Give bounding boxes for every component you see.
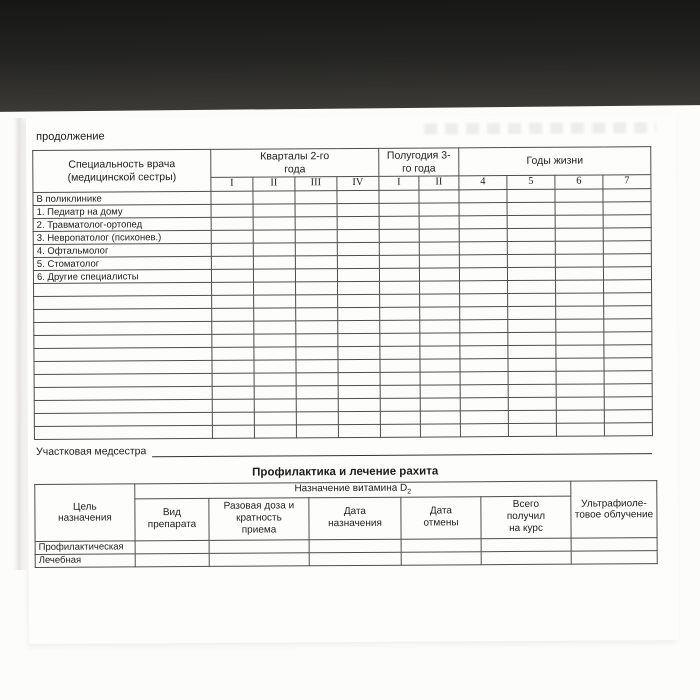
grid-cell <box>460 359 508 372</box>
row-label: 3. Невропатолог (психонев.) <box>33 230 211 244</box>
grid-cell <box>337 229 379 242</box>
grid-cell <box>420 385 460 398</box>
grid-cell <box>34 399 212 413</box>
grid-cell <box>556 371 604 384</box>
grid-cell <box>338 346 380 359</box>
grid-cell <box>460 398 508 411</box>
grid-cell <box>604 293 652 306</box>
photo-background-band <box>0 0 700 112</box>
grid-cell <box>419 216 459 229</box>
grid-cell <box>420 398 460 411</box>
grid-cell <box>604 410 652 423</box>
grid-cell <box>379 229 419 242</box>
halfyear-column-header: I <box>379 176 419 190</box>
grid-cell <box>380 281 420 294</box>
lifeyears-group-text: Годы жизни <box>526 155 584 168</box>
grid-cell <box>555 267 603 280</box>
vitamin-group-text: Назначение витамина D <box>294 482 408 495</box>
grid-cell <box>296 373 338 386</box>
row-label: 1. Педиатр на дому <box>33 204 211 218</box>
grid-cell <box>379 216 419 229</box>
grid-cell <box>556 384 604 397</box>
grid-cell <box>34 321 212 335</box>
grid-cell <box>254 373 296 386</box>
grid-cell <box>337 255 379 268</box>
empty-rows-section <box>34 280 653 440</box>
grid-cell <box>295 269 337 282</box>
grid-cell <box>604 280 652 293</box>
grid-cell <box>460 294 508 307</box>
grid-cell <box>211 256 253 269</box>
grid-cell <box>460 411 508 424</box>
district-nurse-line <box>36 442 652 458</box>
grid-cell <box>420 320 460 333</box>
row-label: Лечебная <box>35 554 135 568</box>
grid-cell <box>603 241 651 254</box>
uv-header-text: Ультрафиоле-товое облучение <box>574 498 654 521</box>
grid-cell <box>212 360 254 373</box>
uv-header-cell <box>571 481 657 538</box>
grid-cell <box>507 267 555 280</box>
grid-cell <box>555 254 603 267</box>
grid-cell <box>253 204 295 217</box>
grid-cell <box>295 217 337 230</box>
grid-cell <box>420 372 460 385</box>
column-header-total-course: Всего получил на курс <box>481 496 571 539</box>
grid-cell <box>212 295 254 308</box>
grid-cell <box>379 268 419 281</box>
grid-cell <box>338 307 380 320</box>
grid-cell <box>296 347 338 360</box>
grid-cell <box>211 191 253 204</box>
rickets-section-title: Профилактика и лечение рахита <box>252 465 439 479</box>
grid-cell <box>556 345 604 358</box>
quarter-column-header: II <box>253 177 295 191</box>
quarters-group-text: Кварталы 2-го года <box>260 150 330 175</box>
grid-cell <box>420 346 460 359</box>
lifeyear-column-header: 6 <box>555 175 603 189</box>
lifeyear-column-header: 5 <box>507 175 555 189</box>
grid-cell <box>380 372 420 385</box>
specialty-header-text: Специальность врача (медицинской сестры) <box>67 158 177 184</box>
grid-cell <box>507 228 555 241</box>
grid-cell <box>295 204 337 217</box>
grid-cell <box>34 386 212 400</box>
grid-cell <box>135 553 209 566</box>
grid-cell <box>460 281 508 294</box>
grid-cell <box>212 334 254 347</box>
row-label: 5. Стоматолог <box>33 256 211 270</box>
grid-cell <box>507 202 555 215</box>
grid-cell <box>254 321 296 334</box>
grid-cell <box>296 321 338 334</box>
bleed-through-artifact <box>424 122 656 134</box>
column-header-preparation: Вид препарата <box>135 498 209 540</box>
grid-cell <box>459 242 507 255</box>
nurse-label: Участковая медсестра <box>36 445 147 458</box>
grid-cell <box>338 294 380 307</box>
grid-cell <box>296 308 338 321</box>
grid-cell <box>508 371 556 384</box>
form-page <box>26 114 679 644</box>
grid-cell <box>401 551 481 564</box>
grid-cell <box>460 320 508 333</box>
grid-cell <box>460 346 508 359</box>
grid-cell <box>380 333 420 346</box>
grid-cell <box>420 307 460 320</box>
grid-cell <box>254 386 296 399</box>
grid-cell <box>380 411 420 424</box>
grid-cell <box>253 191 295 204</box>
column-header-date-assigned: Дата назначения <box>309 497 401 540</box>
grid-cell <box>556 397 604 410</box>
grid-cell <box>603 202 651 215</box>
grid-cell <box>34 360 212 374</box>
specialist-visits-table <box>32 146 653 440</box>
grid-cell <box>556 306 604 319</box>
grid-cell <box>254 347 296 360</box>
grid-cell <box>556 332 604 345</box>
grid-cell <box>254 399 296 412</box>
grid-cell <box>507 215 555 228</box>
grid-cell <box>507 241 555 254</box>
grid-cell <box>338 398 380 411</box>
grid-cell <box>459 268 507 281</box>
grid-cell <box>309 539 401 553</box>
grid-cell <box>555 202 603 215</box>
grid-cell <box>380 385 420 398</box>
grid-cell <box>211 269 253 282</box>
grid-cell <box>379 190 419 203</box>
grid-cell <box>380 424 420 437</box>
grid-cell <box>380 320 420 333</box>
grid-cell <box>556 280 604 293</box>
grid-cell <box>508 306 556 319</box>
grid-cell <box>296 425 338 438</box>
grid-cell <box>460 372 508 385</box>
grid-cell <box>603 267 651 280</box>
grid-cell <box>508 358 556 371</box>
grid-cell <box>254 360 296 373</box>
signature-line <box>152 442 652 457</box>
grid-cell <box>211 230 253 243</box>
grid-cell <box>556 358 604 371</box>
grid-cell <box>420 281 460 294</box>
grid-cell <box>556 423 604 436</box>
grid-cell <box>212 321 254 334</box>
grid-cell <box>420 294 460 307</box>
grid-cell <box>604 319 652 332</box>
grid-cell <box>508 397 556 410</box>
grid-cell <box>254 412 296 425</box>
grid-cell <box>459 190 507 203</box>
grid-cell <box>401 538 481 551</box>
grid-cell <box>338 320 380 333</box>
grid-cell <box>604 384 652 397</box>
grid-cell <box>556 319 604 332</box>
grid-cell <box>508 280 556 293</box>
grid-cell <box>211 204 253 217</box>
row-label: 6. Другие специалисты <box>33 269 211 283</box>
grid-cell <box>420 411 460 424</box>
grid-cell <box>253 269 295 282</box>
lifeyears-group-header <box>459 147 651 176</box>
grid-cell <box>337 268 379 281</box>
grid-cell <box>571 550 657 564</box>
grid-cell <box>296 399 338 412</box>
grid-cell <box>212 308 254 321</box>
grid-cell <box>253 256 295 269</box>
grid-cell <box>212 425 254 438</box>
grid-cell <box>34 282 212 296</box>
grid-cell <box>211 243 253 256</box>
grid-cell <box>209 539 309 553</box>
grid-cell <box>295 191 337 204</box>
grid-cell <box>34 373 212 387</box>
grid-cell <box>604 371 652 384</box>
grid-cell <box>460 333 508 346</box>
grid-cell <box>420 359 460 372</box>
column-header-dose: Разовая доза и кратность приема <box>209 497 309 540</box>
grid-cell <box>604 332 652 345</box>
grid-cell <box>295 256 337 269</box>
grid-cell <box>296 334 338 347</box>
grid-cell <box>419 203 459 216</box>
grid-cell <box>338 359 380 372</box>
grid-cell <box>380 294 420 307</box>
grid-cell <box>254 308 296 321</box>
grid-cell <box>555 228 603 241</box>
grid-cell <box>338 281 380 294</box>
grid-cell <box>309 552 401 566</box>
grid-cell <box>338 372 380 385</box>
grid-cell <box>507 189 555 202</box>
grid-cell <box>212 412 254 425</box>
grid-cell <box>34 412 212 426</box>
grid-cell <box>135 540 209 553</box>
grid-cell <box>296 386 338 399</box>
grid-cell <box>556 293 604 306</box>
grid-cell <box>254 425 296 438</box>
grid-cell <box>555 189 603 202</box>
grid-cell <box>337 216 379 229</box>
grid-cell <box>556 410 604 423</box>
grid-cell <box>380 346 420 359</box>
grid-cell <box>603 254 651 267</box>
grid-cell <box>212 399 254 412</box>
grid-cell <box>508 332 556 345</box>
column-header-date-cancelled: Дата отмены <box>401 496 481 538</box>
grid-cell <box>555 241 603 254</box>
grid-cell <box>296 282 338 295</box>
grid-cell <box>459 203 507 216</box>
grid-cell <box>508 319 556 332</box>
row-label: В поликлинике <box>33 191 211 205</box>
halfyears-group-header <box>379 148 459 176</box>
grid-cell <box>603 228 651 241</box>
grid-cell <box>254 282 296 295</box>
grid-cell <box>459 255 507 268</box>
grid-cell <box>459 216 507 229</box>
grid-cell <box>337 242 379 255</box>
grid-cell <box>295 230 337 243</box>
grid-cell <box>380 359 420 372</box>
continuation-label: продолжение <box>36 130 105 143</box>
grid-cell <box>603 189 651 202</box>
grid-cell <box>379 242 419 255</box>
quarters-group-header <box>211 148 379 177</box>
grid-cell <box>555 215 603 228</box>
lifeyear-column-header: 4 <box>459 176 507 190</box>
grid-cell <box>508 410 556 423</box>
grid-cell <box>338 424 380 437</box>
grid-cell <box>337 203 379 216</box>
grid-cell <box>604 358 652 371</box>
grid-cell <box>34 308 212 322</box>
grid-cell <box>460 385 508 398</box>
grid-cell <box>380 307 420 320</box>
grid-cell <box>380 398 420 411</box>
grid-cell <box>420 333 460 346</box>
grid-cell <box>420 424 460 437</box>
grid-cell <box>604 306 652 319</box>
table-row <box>35 550 657 567</box>
grid-cell <box>419 255 459 268</box>
empty-row <box>34 423 652 440</box>
halfyears-group-text: Полугодия 3-го года <box>386 149 451 175</box>
grid-cell <box>253 217 295 230</box>
grid-cell <box>254 295 296 308</box>
halfyear-column-header: II <box>419 176 459 190</box>
grid-cell <box>460 424 508 437</box>
grid-cell <box>603 215 651 228</box>
grid-cell <box>211 217 253 230</box>
grid-cell <box>34 425 212 439</box>
specialty-header-cell <box>33 149 211 192</box>
grid-cell <box>296 412 338 425</box>
grid-cell <box>481 538 571 552</box>
grid-cell <box>338 385 380 398</box>
grid-cell <box>508 293 556 306</box>
grid-cell <box>209 552 309 566</box>
grid-cell <box>212 347 254 360</box>
grid-cell <box>34 295 212 309</box>
grid-cell <box>508 423 556 436</box>
quarter-column-header: I <box>211 177 253 191</box>
grid-cell <box>379 255 419 268</box>
quarter-column-header: III <box>295 177 337 191</box>
grid-cell <box>571 537 657 551</box>
row-label: 2. Травматолог-ортопед <box>33 217 211 231</box>
grid-cell <box>295 243 337 256</box>
grid-cell <box>296 295 338 308</box>
grid-cell <box>253 230 295 243</box>
grid-cell <box>337 190 379 203</box>
grid-cell <box>338 333 380 346</box>
grid-cell <box>419 242 459 255</box>
grid-cell <box>508 345 556 358</box>
grid-cell <box>507 254 555 267</box>
grid-cell <box>508 384 556 397</box>
grid-cell <box>212 282 254 295</box>
grid-cell <box>419 268 459 281</box>
grid-cell <box>419 190 459 203</box>
grid-cell <box>460 307 508 320</box>
grid-cell <box>254 334 296 347</box>
grid-cell <box>34 347 212 361</box>
vitamin-subscript: 2 <box>407 488 412 496</box>
grid-cell <box>419 229 459 242</box>
row-label: 4. Офтальмолог <box>33 243 211 257</box>
grid-cell <box>338 411 380 424</box>
grid-cell <box>481 551 571 565</box>
grid-cell <box>604 345 652 358</box>
grid-cell <box>212 386 254 399</box>
lifeyear-column-header: 7 <box>603 175 651 189</box>
grid-cell <box>212 373 254 386</box>
purpose-header-cell <box>35 484 135 541</box>
grid-cell <box>379 203 419 216</box>
grid-cell <box>604 397 652 410</box>
grid-cell <box>296 360 338 373</box>
row-label: Профилактическая <box>35 541 135 555</box>
grid-cell <box>604 423 652 436</box>
purpose-header-text: Цель назначения <box>58 501 112 524</box>
rickets-table <box>34 480 658 567</box>
grid-cell <box>34 334 212 348</box>
grid-cell <box>253 243 295 256</box>
grid-cell <box>459 229 507 242</box>
quarter-column-header: IV <box>337 176 379 190</box>
